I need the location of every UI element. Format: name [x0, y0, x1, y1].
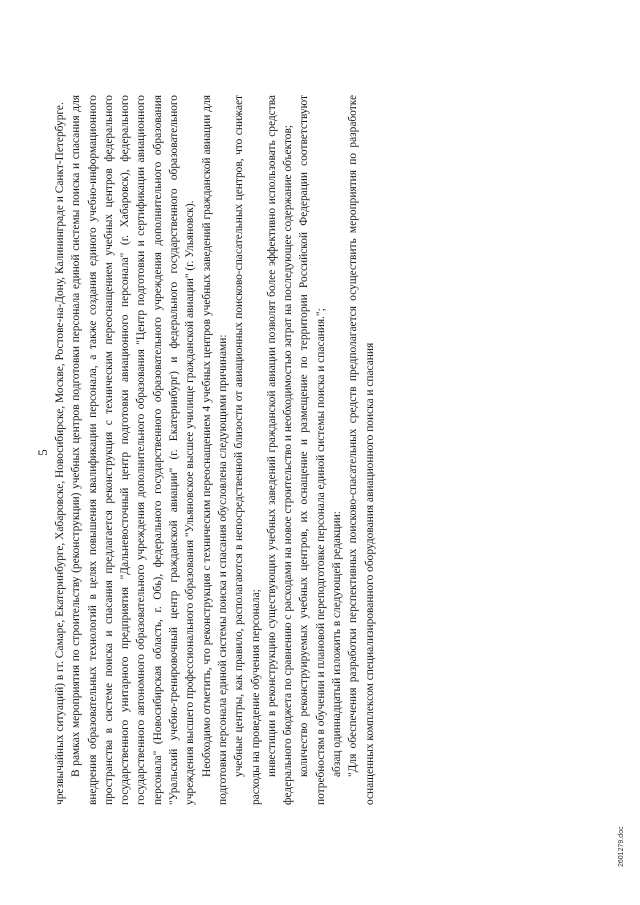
body-text	[52, 95, 378, 805]
paragraph-2: В рамках мероприятия по строительству (реконструкции) учебных центров подготовки персонала единой системы поиска и спасания для внедрения образовательных технологий в целях повышения квалификации персонала, а также создания единого учебно-информационного пространства в системе поиска и спасания предлагается реконструкция с техническим переоснащением учебных центров федерального государственного унитарного предприятия "Дальневосточный центр подготовки авиационного персонала" (г. Хабаровск), федерального государственного автономного образовательного учреждения дополнительного образования "Центр подготовки и сертификации авиационного персонала" (Новосибирская область, г. Обь), федерального государственного образовательного учреждения дополнительного образования "Уральский учебно-тренировочный центр гражданской авиации" (г. Екатеринбург) и федерального государственного образовательного учреждения высшего профессионального образования "Ульяновское высшее училище гражданской авиации" (г. Ульяновск).	[70, 95, 197, 805]
paragraph-8: "Для обеспечения разработки перспективных поисково-спасательных средств предполагается осуществить мероприятия по разработке оснащенных комплексом специализированного оборудования авиационного поиска и спасания	[347, 95, 376, 805]
paragraph-4: учебные центры, как правило, располагаются в непосредственной близости от авиационных поисково-спасательных центров, что снижает расходы на проведение обучения персонала;	[233, 95, 262, 805]
paragraph-1: чрезвычайных ситуаций) в гг. Самаре, Екатеринбурге, Хабаровске, Новосибирске, Москве, Ростове-на-Дону, Калининграде и Санкт-Петербурге.	[54, 102, 66, 805]
page-number: 5	[35, 449, 50, 456]
paragraph-7: абзац одиннадцатый изложить в следующей редакции:	[331, 511, 344, 777]
paragraph-6: количество реконструируемых учебных центров, их оснащение и размещение по территории Российской Федерации соответствуют потребностям в обучении и плановой переподготовке персонала единой системы поиска и спасания.";	[298, 95, 327, 805]
document-id-footer: 2601279.doc	[618, 826, 625, 867]
paragraph-3: Необходимо отметить, что реконструкция с техническим переоснащением 4 учебных центров учебных заведений гражданской авиации для подготовки персонала единой системы поиска и спасания обусловлена следующими причинами:	[200, 95, 229, 805]
paragraph-5: инвестиции в реконструкцию существующих учебных заведений гражданской авиации позволят более эффективно использовать средства федерального бюджета по сравнению с расходами на новое строительство и необходимостью затрат на последующее содержание объектов;	[265, 95, 295, 805]
